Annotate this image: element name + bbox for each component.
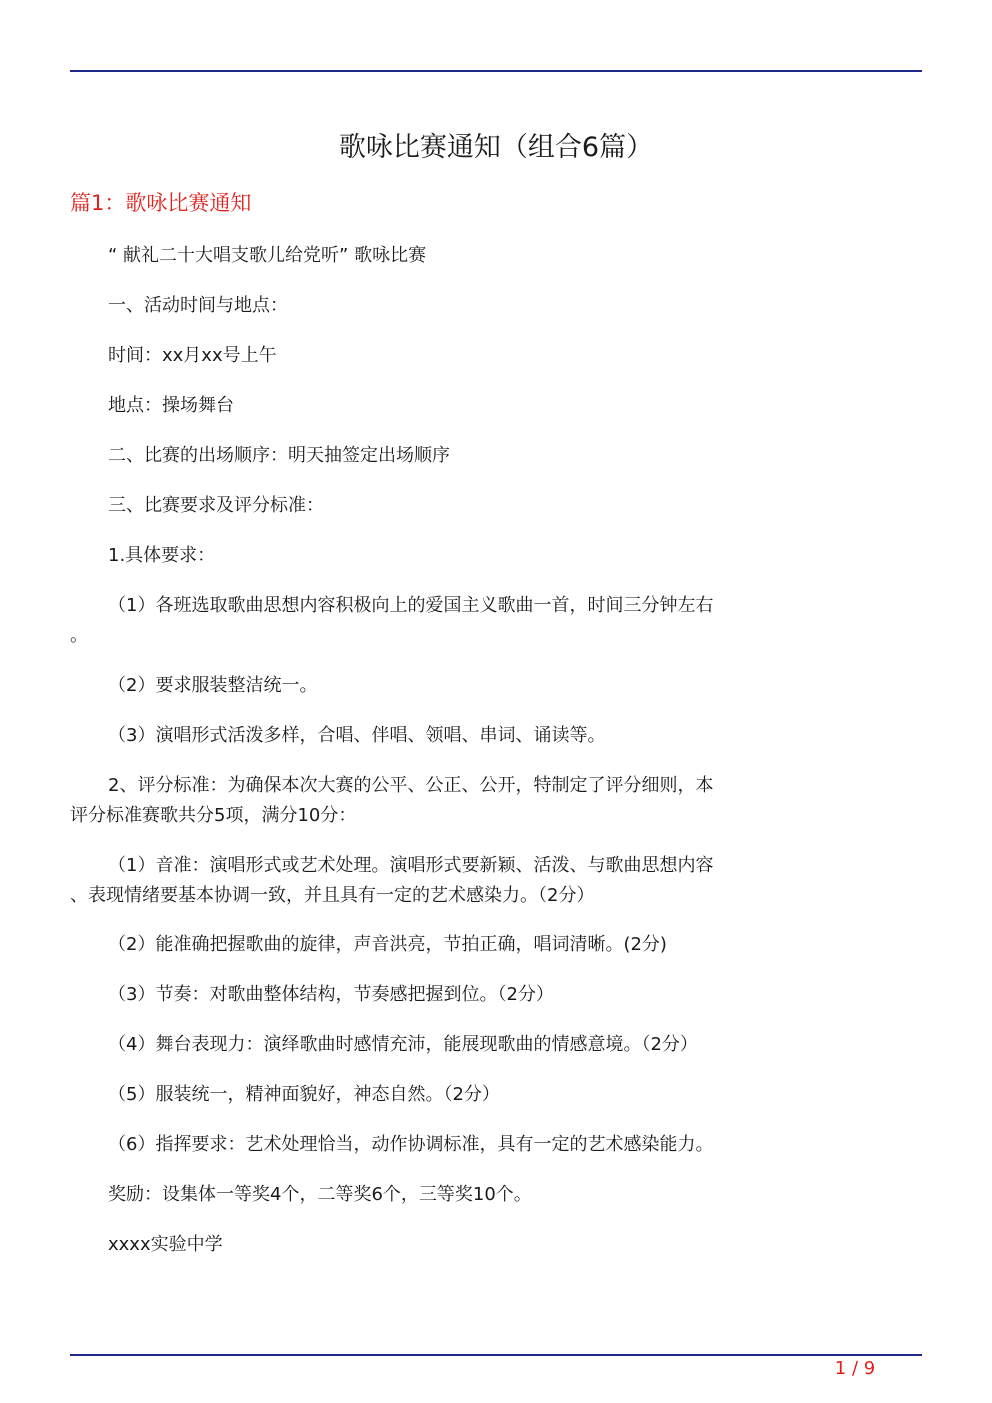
paragraph-scoring-standard	[70, 771, 782, 831]
paragraph-score-item-3: （3）节奏：对歌曲整体结构，节奏感把握到位。（2分）	[108, 984, 554, 1005]
paragraph-line: 2、评分标准：为确保本次大赛的公平、公正、公开，特制定了评分细则，本	[108, 775, 714, 796]
paragraph-score-item-2: （2）能准确把握歌曲的旋律，声音洪亮，节拍正确，唱词清晰。(2分)	[108, 934, 667, 955]
section-heading: 篇1：歌咏比赛通知	[70, 191, 252, 215]
page-number: 1 / 9	[834, 1358, 876, 1379]
paragraph-signature: xxxx实验中学	[108, 1234, 223, 1255]
header-rule	[70, 70, 922, 72]
paragraph-requirement-2: （2）要求服装整洁统一。	[108, 675, 318, 696]
paragraph-line: （1）音准：演唱形式或艺术处理。演唱形式要新颖、活泼、与歌曲思想内容	[108, 855, 714, 876]
document-title: 歌咏比赛通知（组合6篇）	[338, 132, 654, 163]
paragraph-score-item-5: （5）服装统一，精神面貌好，神态自然。（2分）	[108, 1084, 500, 1105]
paragraph-specific-requirements: 1.具体要求：	[108, 545, 216, 566]
paragraph-awards: 奖励：设集体一等奖4个，二等奖6个，三等奖10个。	[108, 1184, 532, 1205]
paragraph-event-name: “ 献礼二十大唱支歌儿给党听” 歌咏比赛	[108, 245, 427, 266]
paragraph-requirement-3: （3）演唱形式活泼多样，合唱、伴唱、领唱、串词、诵读等。	[108, 725, 606, 746]
footer-rule	[70, 1354, 922, 1356]
paragraph-score-item-6: （6）指挥要求：艺术处理恰当，动作协调标准，具有一定的艺术感染能力。	[108, 1134, 714, 1155]
paragraph-line: 。	[70, 625, 88, 646]
paragraph-requirements-heading: 三、比赛要求及评分标准：	[108, 495, 324, 516]
paragraph-line: 评分标准赛歌共分5项，满分10分：	[70, 805, 357, 826]
paragraph-line: （1）各班选取歌曲思想内容积极向上的爱国主义歌曲一首，时间三分钟左右	[108, 595, 714, 616]
paragraph-place: 地点：操场舞台	[108, 395, 234, 416]
paragraph-time-place-heading: 一、活动时间与地点：	[108, 295, 288, 316]
paragraph-time: 时间：xx月xx号上午	[108, 345, 277, 366]
paragraph-score-item-1	[70, 851, 782, 911]
paragraph-score-item-4: （4）舞台表现力：演绎歌曲时感情充沛，能展现歌曲的情感意境。（2分）	[108, 1034, 698, 1055]
paragraph-line: 、表现情绪要基本协调一致，并且具有一定的艺术感染力。（2分）	[70, 885, 595, 906]
paragraph-requirement-1	[70, 591, 782, 651]
paragraph-order: 二、比赛的出场顺序：明天抽签定出场顺序	[108, 445, 450, 466]
